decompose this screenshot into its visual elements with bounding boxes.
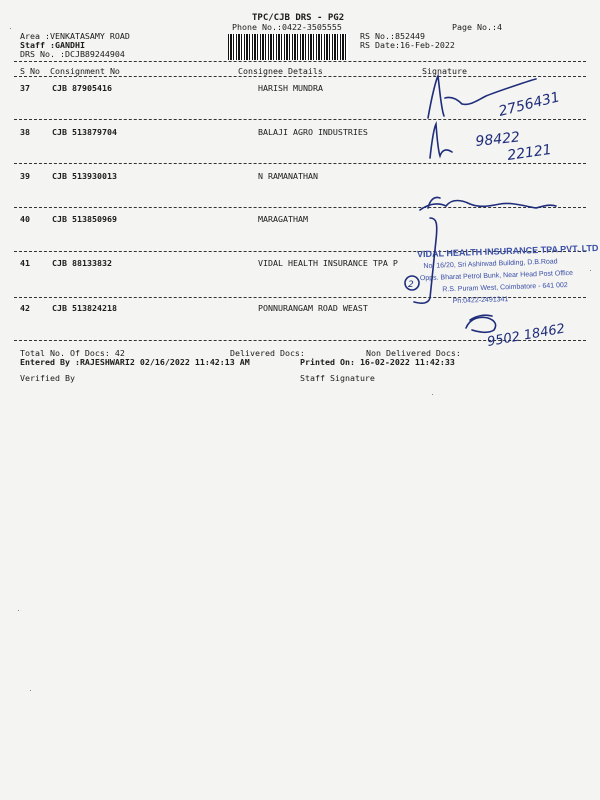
col-signature: Signature: [422, 66, 467, 76]
col-sno: S No: [20, 66, 40, 76]
handwritten-number: 9502 18462: [486, 321, 567, 350]
row-consignment: CJB 88133832: [52, 258, 112, 268]
scan-speck: [432, 394, 433, 395]
scan-speck: [30, 690, 31, 691]
area-field: Area :VENKATASAMY ROAD: [20, 31, 130, 41]
signature-stroke: [428, 76, 444, 118]
handwritten-circle-label: 2: [408, 280, 414, 290]
row-consignment: CJB 513824218: [52, 303, 117, 313]
row-sno: 41: [20, 258, 30, 268]
signature-stroke: [420, 201, 556, 211]
row-sno: 40: [20, 214, 30, 224]
entered-by: Entered By :RAJESHWARI2 02/16/2022 11:42:13 AM: [20, 357, 250, 367]
doc-title: TPC/CJB DRS - PG2: [252, 13, 345, 23]
row-sno: 38: [20, 127, 30, 137]
row-sno: 39: [20, 171, 30, 181]
col-consignment: Consignment No: [50, 66, 120, 76]
row-consignment: CJB 513850969: [52, 214, 117, 224]
rs-number: RS No.:852449: [360, 31, 425, 41]
non-delivered-docs: Non Delivered Docs:: [366, 348, 461, 358]
row-consignee: N RAMANATHAN: [258, 171, 318, 181]
row-consignee: VIDAL HEALTH INSURANCE TPA P: [258, 258, 398, 268]
scan-speck: [590, 270, 591, 271]
scan-speck: [18, 610, 19, 611]
total-docs: Total No. Of Docs: 42: [20, 348, 125, 358]
row-consignee: PONNURANGAM ROAD WEAST: [258, 303, 368, 313]
handwritten-number: 22121: [506, 141, 553, 164]
signature-stroke: [414, 218, 437, 303]
handwritten-number: 98422: [474, 129, 521, 150]
row-consignment: CJB 513930013: [52, 171, 117, 181]
stamp-line: R.S. Puram West, Coimbatore - 641 002: [442, 282, 568, 294]
signature-stroke: [428, 197, 440, 208]
row-consignee: BALAJI AGRO INDUSTRIES: [258, 127, 368, 137]
row-sno: 42: [20, 303, 30, 313]
signature-stroke: [430, 124, 452, 158]
staff-signature: Staff Signature: [300, 373, 375, 383]
scan-speck: [10, 28, 11, 29]
rs-date: RS Date:16-Feb-2022: [360, 40, 455, 50]
row-consignment: CJB 513879704: [52, 127, 117, 137]
phone-number: Phone No.:0422-3505555: [232, 22, 342, 32]
handwritten-number: 2756431: [497, 89, 562, 120]
printed-on: Printed On: 16-02-2022 11:42:33: [300, 357, 455, 367]
row-sno: 37: [20, 83, 30, 93]
stamp-line: No. 16/20, Sri Ashirwad Building, D.B.Road: [423, 258, 558, 271]
drs-number: DRS No. :DCJB89244904: [20, 49, 125, 59]
stamp-line: VIDAL HEALTH INSURANCE TPA PVT. LTD: [416, 242, 599, 260]
row-consignee: MARAGATHAM: [258, 214, 308, 224]
row-consignee: HARISH MUNDRA: [258, 83, 323, 93]
stamp-line: Ph:0422-2491341: [452, 296, 509, 306]
col-consignee: Consignee Details: [238, 66, 323, 76]
stamp-line: Opps. Bharat Petrol Bunk, Near Head Post Office: [419, 269, 574, 283]
page-number: Page No.:4: [452, 22, 502, 32]
staff-field: Staff :GANDHI: [20, 40, 85, 50]
verified-by: Verified By: [20, 373, 75, 383]
delivered-docs: Delivered Docs:: [230, 348, 305, 358]
row-consignment: CJB 87905416: [52, 83, 112, 93]
